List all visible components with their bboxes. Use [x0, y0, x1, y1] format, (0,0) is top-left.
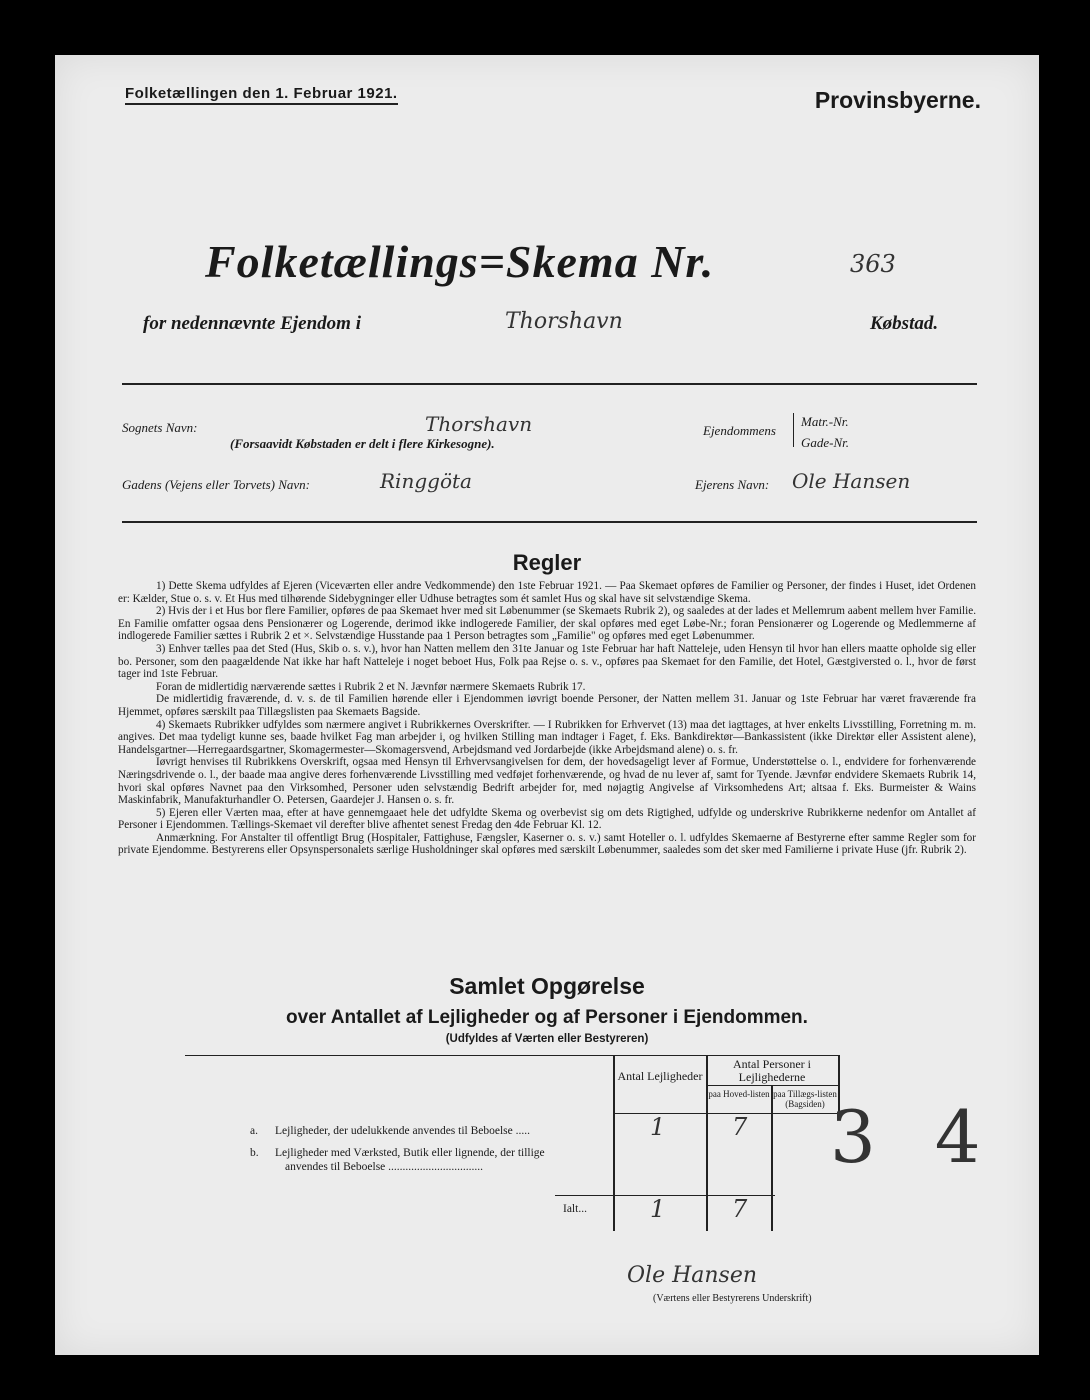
ejerens-value: Ole Hansen [792, 469, 911, 493]
row-b-label: Lejligheder med Værksted, Butik eller lignende, der tillige [275, 1147, 545, 1159]
divider-top [122, 383, 977, 385]
region-label: Provinsbyerne. [814, 87, 981, 113]
row-b-letter: b. [250, 1147, 259, 1159]
table-header-split [706, 1085, 838, 1086]
form-number-handwritten: 363 [850, 250, 896, 278]
row-a-letter: a. [250, 1125, 258, 1137]
subtitle-prefix: for nedennævnte Ejendom i [143, 313, 361, 334]
divider-middle [122, 521, 977, 523]
ialt-lejligheder: 1 [650, 1195, 666, 1223]
signature-handwritten: Ole Hansen [627, 1263, 758, 1288]
subtitle-suffix: Købstad. [870, 313, 939, 334]
row-b-label-cont: anvendes til Beboelse ................................. [285, 1161, 484, 1173]
rule-paragraph: Anmærkning. For Anstalter til offentligt Brug (Hospitaler, Fattighuse, Fængsler, Kaserner o. s. v.) samt Hoteller o. l. udfyldes Skemaerne af Bestyrerne efter samme Regler som for private Ejendomme. Bestyrerens eller Opsynspersonalets særlige Husholdninger skal opføres med særskilt Løbenummer, saaledes som det sker med Familierne i private Huse (jfr. Rubrik 2). [118, 831, 976, 857]
matr-label: Matr.-Nr. [801, 414, 849, 429]
table-top-line [185, 1055, 840, 1056]
rule-paragraph: 2) Hvis der i et Hus bor flere Familier, opføres de paa Skemaet hver med sit Løbenummer (se Skemaets Rubrik 2), og saaledes at der lades et Mellemrum aabent mellem hver Familie. En Familie omfatter ogsaa dens Pensionærer og Logerende, derimod ikke indlogerede Familier, der skal opføres med eget Løbe-Nr.; foran Pensionærer og Logerende og Medlemmerne af indlogerede Familier sættes i Rubrik 2 et ×. Selvstændige Husstande paa 1 Person betragtes som „Familie" og opføres med eget Løbenummer. [118, 605, 976, 643]
ejerens-label: Ejerens Navn: [695, 477, 770, 492]
town-handwritten: Thorshavn [505, 309, 623, 334]
rule-paragraph: Foran de midlertidig nærværende sættes i Rubrik 2 et N. Jævnfør nærmere Skemaets Rubrik 17. [156, 680, 586, 693]
ejendommens-label: Ejendommens [703, 423, 776, 438]
rule-paragraph: Iøvrigt henvises til Rubrikkens Overskrift, ogsaa med Hensyn til Erhvervsangivelsen for dem, der hovedsageligt lever af Formue, Understøttelse o. l., endvidere for forhenværende Næringsdrivende o. l., der baade maa angive deres forhenværende Livsstilling med vedføjet forhenværende, og hvad de nu lever af, samt for Tyende. Jævnfør endvidere Skemaets Rubrik 14, hvori skal opføres Navnet paa den Virksomhed, Personer uden selvstændig Bedrift arbejder for, med nøjagtig Angivelse af Virksomhedens Art; altsaa f. Eks. Burmeister & Wains Maskinfabrik, Manufakturhandler O. Petersen, Gaardejer J. Hansen o. s. fr. [118, 756, 976, 807]
table-header-bottom [613, 1113, 839, 1114]
col-hovedlisten-header: paa Hoved-listen [708, 1089, 770, 1099]
samlet-note: (Udfyldes af Værten eller Bestyreren) [445, 1033, 649, 1045]
samlet-title: Samlet Opgørelse [449, 973, 645, 999]
rule-paragraph: De midlertidig fraværende, d. v. s. de til Familien hørende eller i Ejendommen iøvrigt boende Personer, der Natten mellem 31. Januar og 1ste Februar har været fraværende fra Hjemmet, opføres særskilt paa Tillægslisten paa Skemaets Bagside. [118, 693, 976, 718]
col-personer-header: Antal Personer i Lejlighederne [733, 1057, 811, 1084]
rule-paragraph: 1) Dette Skema udfyldes af Ejeren (Viceværten eller andre Vedkommende) den 1ste Februar 1921. — Paa Skemaet opføres de Familier og Personer, der findes i Huset, idet Ordenen er: Kælder, Stue o. s. v. Et Hus med tilhørende Sidebygninger eller Udhuse betragtes som ét samlet Hus og skal have sit selvstændige Skema. [118, 580, 976, 605]
col-lejligheder-header: Antal Lejligheder [617, 1069, 703, 1083]
row-a-lejligheder: 1 [650, 1113, 666, 1141]
rule-paragraph: 3) Enhver tælles paa det Sted (Hus, Skib o. s. v.), hvor han Natten mellem den 31te Januar og 1ste Februar har haft Natteleje, uden Hensyn til hvor han ellers maatte opholde sig eller bo. Personer, som den paagældende Nat ikke har haft Natteleje i noget beboet Hus, Folk paa Rejse o. s. v., opføres paa Skemaet for den Familie, det Hotel, Gæstgiversted o. l., hvor de først tager ind 1ste Februar. [118, 642, 976, 681]
census-date-header: Folketællingen den 1. Februar 1921. [125, 85, 398, 105]
rules-text [118, 580, 976, 857]
census-form-page [55, 55, 1039, 1355]
form-title: Folketællings=Skema Nr. [205, 236, 715, 287]
ejendommens-brace [793, 413, 794, 447]
margin-note-handwritten: 3 4 [830, 1095, 999, 1179]
gade-label: Gade-Nr. [801, 435, 850, 450]
rule-paragraph: 4) Skemaets Rubrikker udfyldes som nærmere angivet i Rubrikkernes Overskrifter. — I Rubrikken for Erhvervet (13) maa det iagttages, at hver enkelts Livsstilling, Forretning m. m. angives. Det maa tydeligt kunne ses, baade hvilket Fag man arbejder i, og hvilken Stilling man indtager i Faget, f. Eks. Bankdirektør—Bankassistent (ikke Direktør eller Assistent alene), Handelsgartner—Herregaardsgartner, Skomagermester—Skomagersvend, Arbejdsmand ved Jordarbejde (ikke Arbejdsmand alene) o. s. fr. [118, 718, 976, 756]
rule-paragraph: 5) Ejeren eller Værten maa, efter at have gennemgaaet hele det udfyldte Skema og overbevist sig om dets Rigtighed, udfylde og underskrive Rubrikkerne nedenfor om Antallet af Personer i Ejendommen. Tællings-Skemaet vil derefter blive afhentet senest Fredag den 4de Februar Kl. 12. [118, 806, 976, 832]
row-a-label: Lejligheder, der udelukkende anvendes til Beboelse ..... [275, 1125, 531, 1137]
row-a-personer: 7 [732, 1113, 748, 1141]
regler-title: Regler [512, 550, 582, 575]
sognets-value: Thorshavn [425, 412, 533, 436]
sognets-note: (Forsaavidt Købstaden er delt i flere Kirkesogne). [230, 436, 495, 451]
ialt-label: Ialt... [563, 1203, 587, 1215]
col-tillaeg-header: paa Tillægs-listen (Bagsiden) [773, 1089, 837, 1109]
sognets-label: Sognets Navn: [122, 420, 198, 435]
gadens-label: Gadens (Vejens eller Torvets) Navn: [122, 477, 310, 492]
ialt-personer: 7 [732, 1195, 748, 1223]
samlet-subtitle: over Antallet af Lejligheder og af Personer i Ejendommen. [286, 1007, 808, 1028]
signature-caption: (Værtens eller Bestyrerens Underskrift) [653, 1293, 812, 1304]
gadens-value: Ringgöta [380, 469, 472, 493]
